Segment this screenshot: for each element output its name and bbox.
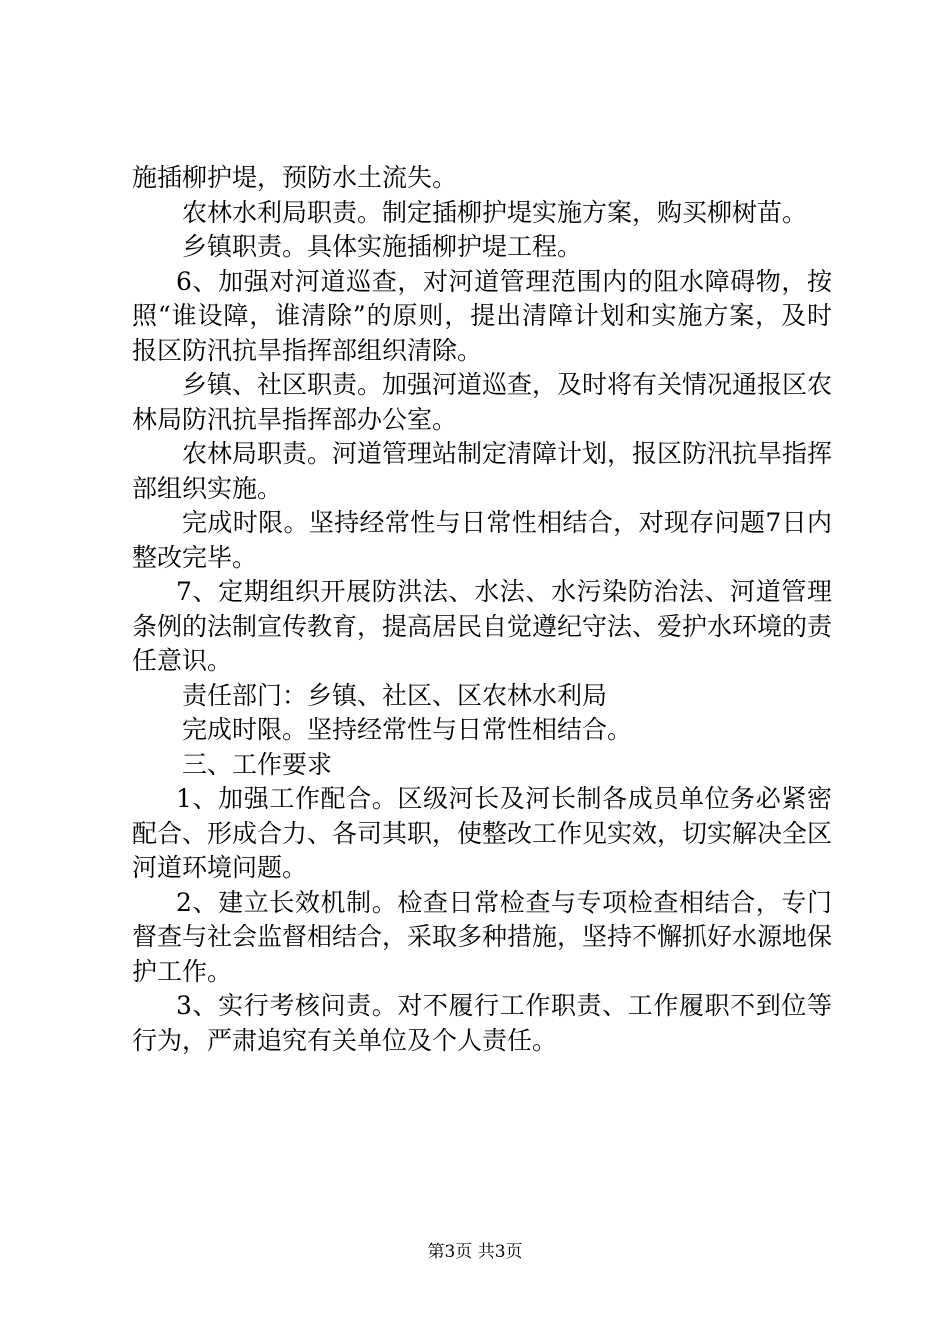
page-number-footer: 第3页 共3页: [427, 1242, 523, 1262]
paragraph-item-6: 6、加强对河道巡查，对河道管理范围内的阻水障碍物，按照“谁设障，谁清除”的原则，提出清障计划和实施方案，及时报区防汛抗旱指挥部组织清除。: [132, 266, 832, 365]
section-heading-work-requirements: 三、工作要求: [182, 749, 333, 779]
paragraph-township-community-duty: 乡镇、社区职责。加强河道巡查，及时将有关情况通报区农林局防汛抗旱指挥部办公室。: [132, 370, 833, 434]
paragraph-continuation: 施插柳护堤，预防水土流失。: [132, 163, 458, 192]
paragraph-deadline-7-days: 完成时限。坚持经常性与日常性相结合，对现存问题7日内整改完毕。: [132, 508, 832, 572]
paragraph-forestry-bureau-duty: 农林局职责。河道管理站制定清障计划，报区防汛抗旱指挥部组织实施。: [132, 439, 833, 503]
paragraph-deadline-ongoing: 完成时限。坚持经常性与日常性相结合。: [182, 715, 633, 744]
paragraph-requirement-1: 1、加强工作配合。区级河长及河长制各成员单位务必紧密配合、形成合力、各司其职，使整改工作见实效，切实解决全区河道环境问题。: [132, 784, 833, 882]
paragraph-forestry-duty: 农林水利局职责。制定插柳护堤实施方案，购买柳树苗。: [182, 197, 808, 227]
paragraph-requirement-2: 2、建立长效机制。检查日常检查与专项检查相结合，专门督查与社会监督相结合，采取多种措施，坚持不懈抓好水源地保护工作。: [132, 887, 833, 986]
paragraph-responsible-departments: 责任部门：乡镇、社区、区农林水利局: [182, 680, 608, 710]
paragraph-township-duty: 乡镇职责。具体实施插柳护堤工程。: [182, 232, 583, 261]
paragraph-item-7: 7、定期组织开展防洪法、水法、水污染防治法、河道管理条例的法制宣传教育，提高居民自觉遵纪守法、爱护水环境的责任意识。: [132, 577, 833, 675]
document-body: [132, 161, 832, 1058]
paragraph-requirement-3: 3、实行考核问责。对不履行工作职责、工作履职不到位等行为，严肃追究有关单位及个人责任。: [132, 991, 832, 1055]
